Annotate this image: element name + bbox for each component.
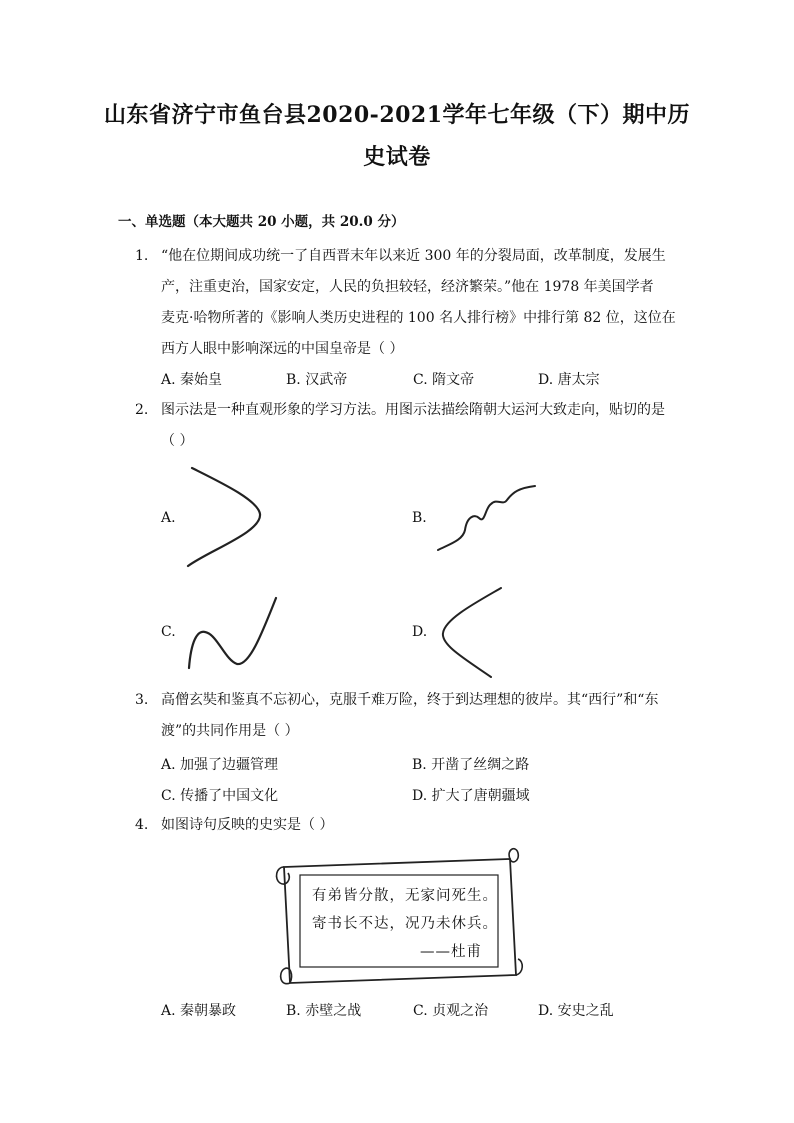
q3-option-b[interactable]: B. 开凿了丝绸之路: [412, 757, 530, 773]
q4-option-d[interactable]: D. 安史之乱: [538, 1003, 614, 1019]
stem-line: 西方人眼中影响深远的中国皇帝是（ ）: [161, 341, 404, 357]
section-heading: 一、单选题（本大题共 20 小题，共 20.0 分）: [118, 214, 405, 230]
q4-option-b[interactable]: B. 赤壁之战: [286, 1003, 362, 1019]
q2-option-b-curve[interactable]: [435, 478, 545, 558]
q2-option-a-label[interactable]: A.: [161, 510, 176, 526]
page-title-line2: 史试卷: [363, 144, 431, 170]
stem-line: 渡”的共同作用是（ ）: [161, 723, 299, 739]
question-stem: [161, 241, 676, 365]
q2-option-d-label[interactable]: D.: [412, 624, 428, 640]
q1-option-d[interactable]: D. 唐太宗: [538, 372, 600, 388]
q3-option-a[interactable]: A. 加强了边疆管理: [161, 757, 279, 773]
stem-line: 产，注重吏治，国家安定，人民的负担较轻，经济繁荣。”他在 1978 年美国学者: [161, 279, 654, 295]
q2-option-b-label[interactable]: B.: [412, 510, 427, 526]
q1-option-a[interactable]: A. 秦始皇: [161, 372, 223, 388]
poem-author: ——杜甫: [420, 944, 482, 960]
question-number: 2.: [135, 402, 149, 418]
poem-line-2: 寄书长不达，况乃未休兵。: [312, 916, 498, 932]
stem-line: （ ）: [161, 433, 194, 449]
q4-option-c[interactable]: C. 贞观之治: [413, 1003, 489, 1019]
stem-line: 图示法是一种直观形象的学习方法。用图示法描绘隋朝大运河大致走向，贴切的是: [161, 402, 665, 418]
q2-option-d-curve[interactable]: [435, 585, 510, 680]
q1-option-c[interactable]: C. 隋文帝: [413, 372, 475, 388]
stem-line: 高僧玄奘和鉴真不忘初心，克服千难万险，终于到达理想的彼岸。其“西行”和“东: [161, 692, 659, 708]
q2-option-c-label[interactable]: C.: [161, 624, 176, 640]
poem-line-1: 有弟皆分散，无家问死生。: [312, 888, 498, 904]
q3-option-c[interactable]: C. 传播了中国文化: [161, 788, 279, 804]
question-stem: [161, 810, 661, 841]
question-number: 4.: [135, 817, 149, 833]
question-stem: [161, 395, 665, 457]
stem-line: “他在位期间成功统一了自西晋末年以来近 300 年的分裂局面，改革制度，发展生: [161, 248, 666, 264]
q3-option-d[interactable]: D. 扩大了唐朝疆域: [412, 788, 530, 804]
q2-option-a-curve[interactable]: [180, 462, 270, 572]
question-number: 1.: [135, 248, 149, 264]
q1-option-b[interactable]: B. 汉武帝: [286, 372, 348, 388]
stem-line: 麦克·哈物所著的《影响人类历史进程的 100 名人排行榜》中排行第 82 位，这位在: [161, 310, 676, 326]
q4-option-a[interactable]: A. 秦朝暴政: [161, 1003, 237, 1019]
stem-line: 如图诗句反映的史实是（ ）: [161, 817, 334, 833]
question-stem: [161, 685, 661, 747]
question-number: 3.: [135, 692, 149, 708]
page-title-line1: 山东省济宁市鱼台县2020-2021学年七年级（下）期中历: [103, 102, 691, 128]
q2-option-c-curve[interactable]: [183, 594, 283, 674]
